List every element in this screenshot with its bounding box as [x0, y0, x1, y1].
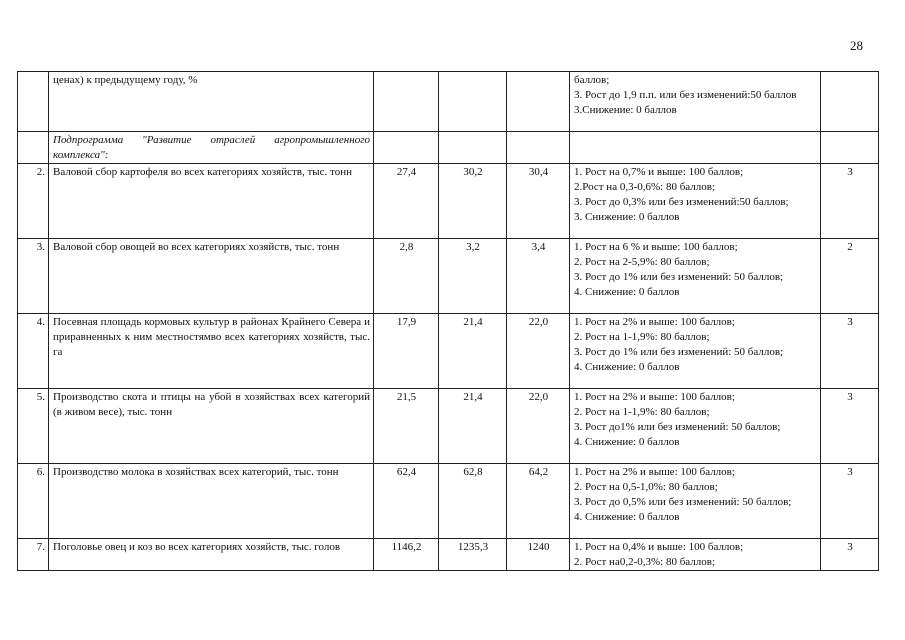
criteria-line: 1. Рост на 0,7% и выше: 100 баллов;: [574, 166, 744, 178]
criteria-cell: [570, 239, 821, 314]
criteria-line: 3. Рост до 1,9 п.п. или без изменений:50 баллов: [574, 89, 797, 101]
value-cell: [439, 132, 507, 164]
table-row: [18, 314, 879, 389]
value-year-3: 22,0: [507, 314, 570, 389]
indicator-description: Производство молока в хозяйствах всех категорий, тыс. тонн: [49, 464, 374, 539]
value-year-2: 30,2: [439, 164, 507, 239]
criteria-line: 3. Рост до 0,3% или без изменений:50 баллов;: [574, 196, 789, 208]
criteria-cell: [570, 539, 821, 571]
criteria-cell: [570, 389, 821, 464]
indicator-description: Посевная площадь кормовых культур в районах Крайнего Севера и приравненных к ним местностямво всех категориях хозяйств, тыс. га: [49, 314, 374, 389]
indicator-description: Производство скота и птицы на убой в хозяйствах всех категорий (в живом весе), тыс. тонн: [49, 389, 374, 464]
table-row-continuation: [18, 72, 879, 132]
criteria-line: 3. Рост до 1% или без изменений: 50 баллов;: [574, 346, 784, 358]
row-number: 5.: [18, 389, 49, 464]
criteria-cell: [570, 314, 821, 389]
criteria-line: 2. Рост на 1-1,9%: 80 баллов;: [574, 331, 710, 343]
criteria-line: 2. Рост на 1-1,9%: 80 баллов;: [574, 406, 710, 418]
indicators-table: [17, 71, 879, 571]
criteria-line: 3.Снижение: 0 баллов: [574, 104, 677, 116]
indicator-description: Поголовье овец и коз во всех категориях хозяйств, тыс. голов: [49, 539, 374, 571]
value-year-2: 3,2: [439, 239, 507, 314]
score-cell: 3: [821, 389, 879, 464]
criteria-line: баллов;: [574, 74, 610, 86]
value-year-3: 64,2: [507, 464, 570, 539]
criteria-line: 1. Рост на 2% и выше: 100 баллов;: [574, 391, 735, 403]
criteria-cell: [570, 164, 821, 239]
criteria-line: 3. Снижение: 0 баллов: [574, 211, 680, 223]
criteria-line: 4. Снижение: 0 баллов: [574, 436, 680, 448]
criteria-line: 2. Рост на 0,5-1,0%: 80 баллов;: [574, 481, 718, 493]
row-number-cell: [18, 72, 49, 132]
row-number: 3.: [18, 239, 49, 314]
value-year-2: 1235,3: [439, 539, 507, 571]
value-year-1: 27,4: [374, 164, 439, 239]
criteria-line: 2. Рост на0,2-0,3%: 80 баллов;: [574, 556, 716, 568]
criteria-line: 3. Рост до 0,5% или без изменений: 50 баллов;: [574, 496, 792, 508]
score-cell: 3: [821, 314, 879, 389]
value-year-3: 3,4: [507, 239, 570, 314]
value-cell: [439, 72, 507, 132]
criteria-line: 4. Снижение: 0 баллов: [574, 361, 680, 373]
indicator-description: Валовой сбор овощей во всех категориях хозяйств, тыс. тонн: [49, 239, 374, 314]
value-cell: [374, 132, 439, 164]
score-cell: [821, 72, 879, 132]
criteria-line: 1. Рост на 2% и выше: 100 баллов;: [574, 316, 735, 328]
criteria-line: 4. Снижение: 0 баллов: [574, 286, 680, 298]
row-number: 6.: [18, 464, 49, 539]
value-year-2: 21,4: [439, 314, 507, 389]
criteria-cell: [570, 464, 821, 539]
criteria-line: 1. Рост на 6 % и выше: 100 баллов;: [574, 241, 738, 253]
table-row: [18, 464, 879, 539]
score-cell: [821, 132, 879, 164]
subprogram-title: Подпрограмма "Развитие отраслей агропромышленного комплекса":: [49, 132, 374, 164]
value-year-1: 17,9: [374, 314, 439, 389]
table-row: [18, 389, 879, 464]
value-year-3: 1240: [507, 539, 570, 571]
value-year-3: 22,0: [507, 389, 570, 464]
criteria-cell: [570, 72, 821, 132]
table-row: [18, 539, 879, 571]
score-cell: 2: [821, 239, 879, 314]
criteria-line: 2.Рост на 0,3-0,6%: 80 баллов;: [574, 181, 716, 193]
criteria-line: 3. Рост до 1% или без изменений: 50 баллов;: [574, 271, 784, 283]
score-cell: 3: [821, 464, 879, 539]
row-number: 7.: [18, 539, 49, 571]
value-year-3: 30,4: [507, 164, 570, 239]
indicator-description: Валовой сбор картофеля во всех категориях хозяйств, тыс. тонн: [49, 164, 374, 239]
criteria-line: 2. Рост на 2-5,9%: 80 баллов;: [574, 256, 710, 268]
score-cell: 3: [821, 164, 879, 239]
row-number: 4.: [18, 314, 49, 389]
value-cell: [507, 72, 570, 132]
indicator-description: ценах) к предыдущему году, %: [49, 72, 374, 132]
value-cell: [374, 72, 439, 132]
score-cell: 3: [821, 539, 879, 571]
subprogram-row: [18, 132, 879, 164]
value-year-1: 62,4: [374, 464, 439, 539]
table-row: [18, 164, 879, 239]
criteria-cell: [570, 132, 821, 164]
value-year-1: 2,8: [374, 239, 439, 314]
criteria-line: 4. Снижение: 0 баллов: [574, 511, 680, 523]
criteria-line: 3. Рост до1% или без изменений: 50 баллов;: [574, 421, 781, 433]
criteria-line: 1. Рост на 2% и выше: 100 баллов;: [574, 466, 735, 478]
row-number-cell: [18, 132, 49, 164]
row-number: 2.: [18, 164, 49, 239]
criteria-line: 1. Рост на 0,4% и выше: 100 баллов;: [574, 541, 744, 553]
page-number: 28: [850, 38, 863, 53]
value-year-1: 21,5: [374, 389, 439, 464]
value-year-2: 21,4: [439, 389, 507, 464]
table-row: [18, 239, 879, 314]
value-year-2: 62,8: [439, 464, 507, 539]
value-cell: [507, 132, 570, 164]
value-year-1: 1146,2: [374, 539, 439, 571]
